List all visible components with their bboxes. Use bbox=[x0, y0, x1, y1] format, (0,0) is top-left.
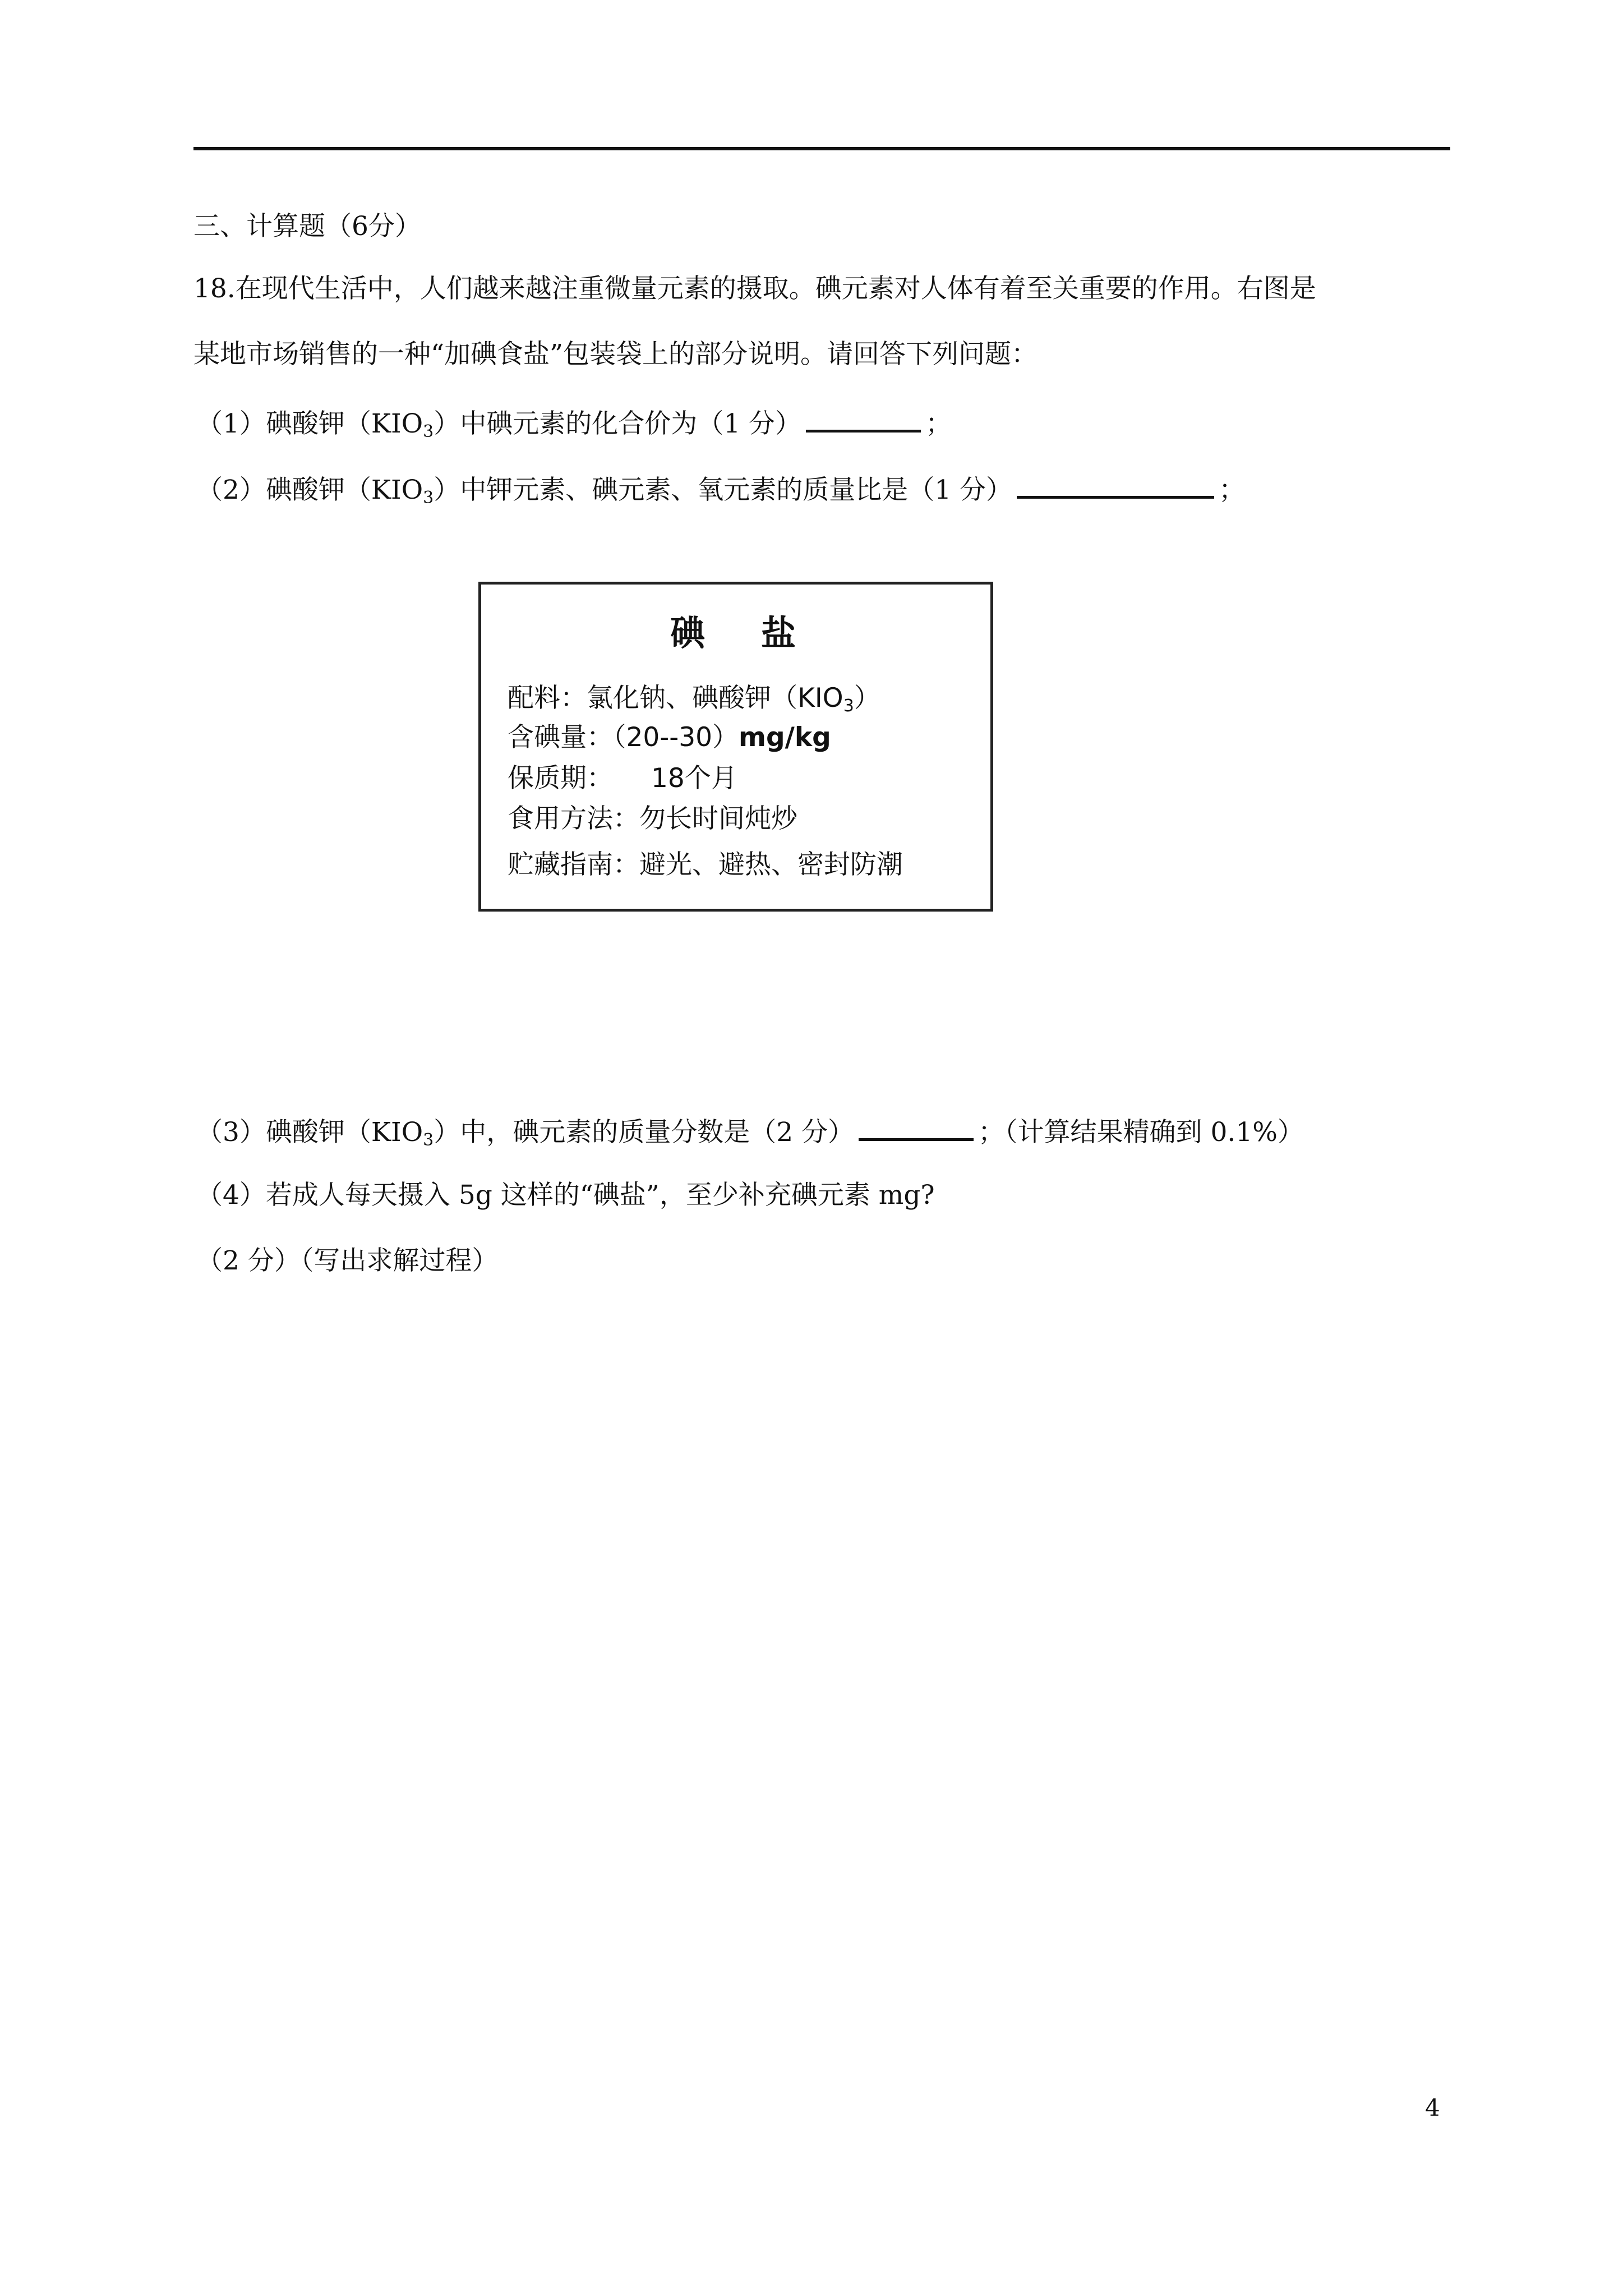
question-2-prefix: （2）碘酸钾（KIO bbox=[196, 475, 423, 505]
page-number: 4 bbox=[1425, 2094, 1440, 2122]
iodine-content-range: （20--30） bbox=[613, 722, 739, 753]
question-3-subscript: 3 bbox=[423, 1130, 434, 1150]
shelf-life-value: 18个月 bbox=[651, 763, 737, 794]
question-1-subscript: 3 bbox=[423, 422, 434, 441]
question-2-answer-blank[interactable] bbox=[1017, 470, 1214, 499]
question-2-suffix: ）中钾元素、碘元素、氧元素的质量比是（1 分） bbox=[434, 475, 1013, 505]
question-3-answer-blank[interactable] bbox=[859, 1112, 974, 1141]
salt-label-shelf-life bbox=[508, 762, 737, 795]
header-rule bbox=[193, 147, 1450, 150]
storage-label: 贮藏指南： bbox=[508, 849, 639, 880]
iodine-content-unit: mg/kg bbox=[739, 722, 831, 753]
question-3-prefix: （3）碘酸钾（KIO bbox=[196, 1117, 423, 1148]
question-1-prefix: （1）碘酸钾（KIO bbox=[196, 408, 423, 439]
question-3-end: ；（计算结果精确到 0.1%） bbox=[978, 1117, 1304, 1148]
ingredients-value-prefix: 氯化钠、碘酸钾（KIO bbox=[587, 683, 843, 714]
salt-label-iodine-content bbox=[508, 721, 831, 754]
section-heading: 三、计算题（6分） bbox=[193, 211, 421, 242]
ingredients-label: 配料： bbox=[508, 683, 587, 714]
question-1-answer-blank[interactable] bbox=[806, 404, 921, 432]
question-4-line-2: （2 分）（写出求解过程） bbox=[196, 1245, 499, 1276]
question-1 bbox=[196, 404, 952, 441]
usage-value: 勿长时间炖炒 bbox=[639, 803, 797, 834]
question-2 bbox=[196, 470, 1245, 507]
question-2-subscript: 3 bbox=[423, 488, 434, 508]
question-4-line-1: （4）若成人每天摄入 5g 这样的“碘盐”，至少补充碘元素 mg? bbox=[196, 1180, 935, 1211]
shelf-life-label: 保质期： bbox=[508, 763, 613, 794]
question-1-suffix: ）中碘元素的化合价为（1 分） bbox=[434, 408, 802, 439]
question-intro-line-1: 18.在现代生活中，人们越来越注重微量元素的摄取。碘元素对人体有着至关重要的作用。右图是 bbox=[193, 273, 1316, 304]
iodized-salt-label bbox=[478, 582, 993, 912]
salt-label-storage bbox=[508, 848, 903, 882]
ingredients-value-suffix: ） bbox=[854, 683, 880, 714]
ingredients-value-subscript: 3 bbox=[843, 696, 854, 716]
salt-label-usage bbox=[508, 802, 797, 836]
salt-label-title: 碘盐 bbox=[670, 613, 852, 654]
question-2-end: ； bbox=[1219, 475, 1246, 505]
question-3-suffix: ）中，碘元素的质量分数是（2 分） bbox=[434, 1117, 855, 1148]
question-3 bbox=[196, 1112, 1304, 1149]
usage-label: 食用方法： bbox=[508, 803, 639, 834]
question-1-end: ； bbox=[925, 408, 952, 439]
question-intro-line-2: 某地市场销售的一种“加碘食盐”包装袋上的部分说明。请回答下列问题： bbox=[193, 339, 1038, 370]
iodine-content-label: 含碘量： bbox=[508, 722, 613, 753]
storage-value: 避光、避热、密封防潮 bbox=[639, 849, 903, 880]
salt-label-ingredients bbox=[508, 682, 880, 715]
